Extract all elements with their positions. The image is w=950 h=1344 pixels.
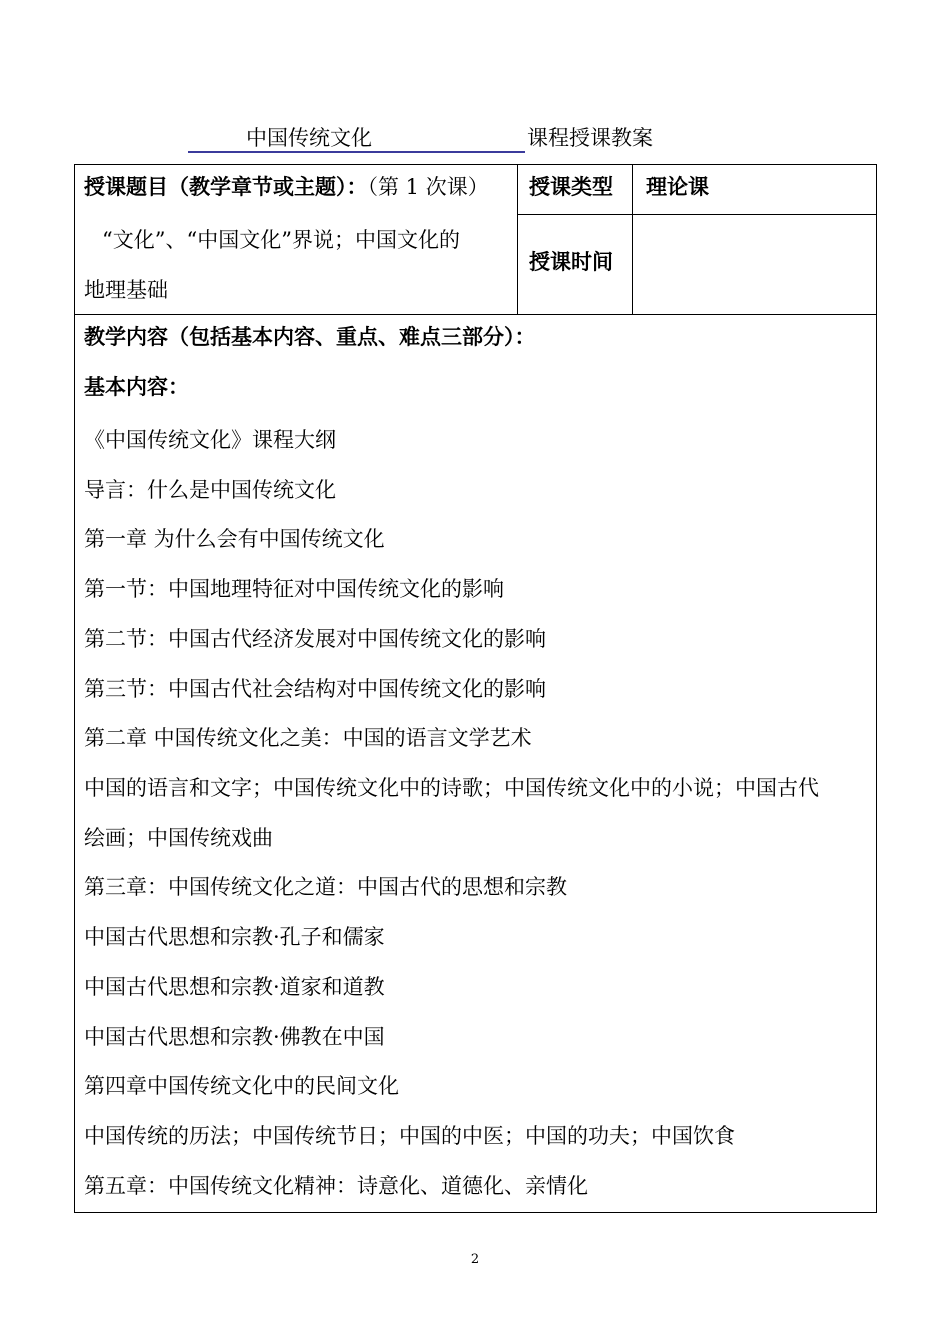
lesson-type-value: 理论课: [646, 175, 709, 199]
outline-line: 中国古代思想和宗教·佛教在中国: [84, 1025, 385, 1049]
outline-line: 导言：什么是中国传统文化: [84, 478, 336, 502]
outline-line: 中国的语言和文字；中国传统文化中的诗歌；中国传统文化中的小说；中国古代: [84, 776, 819, 800]
outline-line: 中国古代思想和宗教·道家和道教: [84, 975, 385, 999]
outline-line: 中国传统的历法；中国传统节日；中国的中医；中国的功夫；中国饮食: [84, 1124, 735, 1148]
table-divider: [632, 164, 633, 314]
outline-line: 第四章中国传统文化中的民间文化: [84, 1074, 399, 1098]
outline-line: 第一节：中国地理特征对中国传统文化的影响: [84, 577, 504, 601]
outline-line: 第五章：中国传统文化精神：诗意化、道德化、亲情化: [84, 1174, 588, 1198]
lesson-time-label: 授课时间: [529, 250, 613, 274]
lesson-number: （第 1 次课）: [367, 175, 489, 199]
outline-line: 绘画；中国传统戏曲: [84, 826, 273, 850]
topic-text-line: 地理基础: [84, 278, 168, 302]
topic-cell: [84, 171, 489, 201]
outline-line: 第三节：中国古代社会结构对中国传统文化的影响: [84, 677, 546, 701]
content-heading: 教学内容（包括基本内容、重点、难点三部分）：: [84, 325, 536, 349]
outline-line: 《中国传统文化》课程大纲: [84, 428, 336, 452]
outline-line: 第三章：中国传统文化之道：中国古代的思想和宗教: [84, 875, 567, 899]
topic-label: 授课题目（教学章节或主题）：: [84, 175, 368, 199]
document-type: 课程授课教案: [527, 126, 653, 150]
page-number: 2: [470, 1252, 480, 1267]
course-name-underline: [188, 151, 525, 153]
table-divider: [517, 214, 877, 215]
course-name: 中国传统文化: [246, 126, 372, 150]
table-divider: [517, 164, 518, 314]
outline-line: 第二节：中国古代经济发展对中国传统文化的影响: [84, 627, 546, 651]
outline-line: 中国古代思想和宗教·孔子和儒家: [84, 925, 385, 949]
document-header: [0, 122, 950, 154]
topic-text-line: “文化”、“中国文化”界说；中国文化的: [102, 228, 460, 252]
table-divider: [74, 314, 877, 315]
outline-line: 第一章 为什么会有中国传统文化: [84, 527, 385, 551]
lesson-type-label: 授课类型: [529, 175, 613, 199]
outline-line: 第二章 中国传统文化之美：中国的语言文学艺术: [84, 726, 532, 750]
basic-content-heading: 基本内容：: [84, 375, 189, 399]
